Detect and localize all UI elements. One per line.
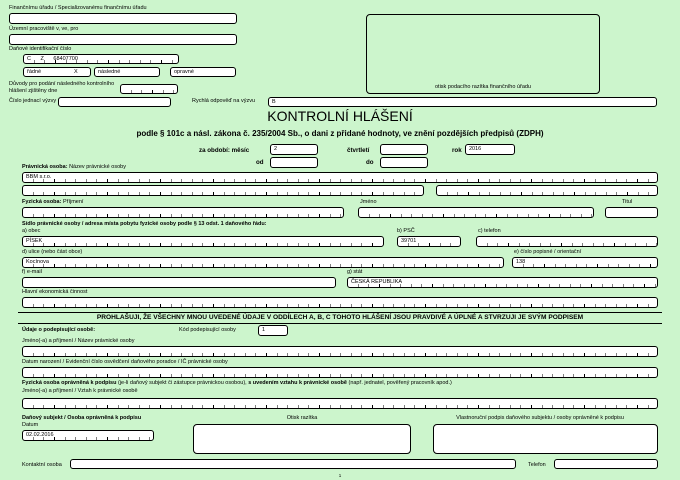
page-title: KONTROLNÍ HLÁŠENÍ [267, 108, 413, 124]
zip-field[interactable] [397, 236, 461, 247]
office-field[interactable] [9, 13, 237, 24]
type-regular-box[interactable] [23, 67, 91, 77]
ref-number-label: Číslo jednací výzvy [9, 98, 57, 104]
type-regular-label: řádné [27, 69, 42, 75]
footer-phone-field[interactable] [554, 459, 658, 469]
period-year-value: 2016 [469, 146, 482, 152]
period-from-label: od [256, 159, 264, 166]
signatory-dob-field[interactable] [22, 367, 658, 378]
street-field[interactable] [22, 257, 504, 268]
subject-label: Daňový subjekt / Osoba oprávněná k podpisu [22, 415, 142, 421]
period-year-label: rok [452, 147, 462, 154]
house-no-value: 138 [516, 259, 526, 265]
legal-person-name-field[interactable] [22, 172, 658, 183]
city-field[interactable] [22, 236, 384, 247]
surname-field[interactable] [22, 207, 344, 218]
stamp-area [366, 14, 600, 94]
workplace-label: Územní pracoviště v, ve, pro [9, 26, 79, 32]
signature-label: Vlastnoruční podpis daňového subjektu / osoby oprávněné k podpisu [456, 415, 624, 421]
date-field[interactable] [22, 430, 154, 441]
quick-response-field[interactable] [268, 97, 657, 107]
signatory-dob-label: Datum narození / Evidenční číslo osvědčení daňového poradce / IČ právnické osoby [22, 359, 228, 365]
date-value: 02.02.2016 [26, 432, 54, 438]
state-value: ČESKÁ REPUBLIKA [351, 279, 403, 285]
authorized-person-label-tail: (např. jednatel, pověřený pracovník apod.) [346, 380, 452, 386]
stamp-label: otisk podacího razítka finančního úřadu [434, 84, 531, 90]
footer-phone-label: Telefon [528, 462, 546, 468]
legal-person-name-field-3[interactable] [436, 185, 658, 196]
email-field[interactable] [22, 277, 336, 288]
legal-person-label [22, 164, 126, 171]
page-number: 1 [338, 473, 342, 478]
activity-label: Hlavní ekonomická činnost [22, 289, 88, 295]
authorized-person-label-bold2: s uvedením vztahu k právnické osobě [248, 380, 347, 386]
period-from-field[interactable] [270, 157, 318, 168]
quick-response-value: B [272, 99, 276, 105]
stamp-imprint-box[interactable] [193, 424, 411, 454]
natural-person-first-name-label: Jméno [360, 199, 377, 205]
tax-id-value: 68407700 [53, 56, 78, 62]
phone-field[interactable] [476, 236, 658, 247]
zip-value: 39701 [401, 238, 417, 244]
authorized-name-label: Jméno(-a) a příjmení / Vztah k právnické osobě [22, 388, 138, 394]
zip-label: b) PSČ [397, 228, 415, 234]
period-to-label: do [366, 159, 374, 166]
type-following-box[interactable] [94, 67, 160, 77]
stamp-imprint-label: Otisk razítka [286, 415, 318, 421]
address-heading: Sídlo právnické osoby / adresa místa pobytu fyzické osoby podle § 13 odst. 1 daňového řádu: [22, 221, 267, 227]
signatory-heading: Údaje o podepisující osobě: [22, 327, 96, 333]
natural-person-label-bold: Fyzická osoba: [22, 199, 62, 205]
state-field[interactable] [347, 277, 658, 288]
tax-id-field[interactable] [23, 54, 179, 64]
type-corrective-box[interactable] [170, 67, 236, 77]
signatory-name-label: Jméno(-a) a příjmení / Název právnické osoby [22, 338, 135, 344]
period-quarter-field[interactable] [380, 144, 428, 155]
signatory-code-field[interactable] [258, 325, 288, 336]
natural-person-surname-label: Příjmení [62, 199, 84, 205]
state-label: g) stát [347, 269, 363, 275]
reasons-label: Důvody pro podání následného kontrolního hlášení zjištěny dne [9, 81, 115, 94]
date-label: Datum [22, 422, 39, 428]
type-corrective-label: opravné [174, 69, 194, 75]
legal-person-label-bold: Právnická osoba: [22, 164, 68, 170]
period-month-field[interactable] [270, 144, 318, 155]
authorized-person-label-bold: Fyzická osoba oprávněná k podpisu [22, 380, 117, 386]
period-quarter-label: čtvrtletí [347, 147, 370, 154]
house-no-label: e) číslo popisné / orientační [514, 249, 582, 255]
signatory-code-label: Kód podepisující osoby [179, 327, 236, 333]
signatory-code-value: 1 [262, 327, 266, 333]
contact-person-field[interactable] [70, 459, 516, 469]
period-to-field[interactable] [380, 157, 428, 168]
period-month-label: za období: měsíc [199, 147, 250, 154]
quick-response-label: Rychlá odpověď na výzvu [192, 98, 255, 104]
declaration-bottom-rule [18, 323, 662, 324]
tax-id-prefix: C Z [27, 56, 48, 62]
natural-person-title-label: Titul [622, 199, 633, 205]
legal-person-label-rest: Název právnické osoby [69, 164, 126, 170]
workplace-field[interactable] [9, 34, 237, 45]
first-name-field[interactable] [358, 207, 594, 218]
signatory-name-field[interactable] [22, 346, 658, 357]
ref-number-field[interactable] [58, 97, 171, 107]
legal-person-name-value: BBM s.r.o. [26, 174, 52, 180]
street-value: Kocínova [26, 259, 49, 265]
authorized-person-label [22, 380, 452, 387]
authorized-name-field[interactable] [22, 398, 658, 409]
declaration-top-rule [18, 312, 662, 313]
tax-id-label: Daňové identifikační číslo [9, 46, 72, 52]
city-label: a) obec [22, 228, 41, 234]
city-value: PÍSEK [26, 238, 43, 244]
legal-person-name-field-2[interactable] [22, 185, 424, 196]
period-month-value: 2 [274, 146, 278, 152]
natural-person-label [22, 199, 83, 206]
house-no-field[interactable] [512, 257, 658, 268]
title-field[interactable] [605, 207, 658, 218]
contact-person-label: Kontaktní osoba [22, 462, 62, 468]
reasons-date-field[interactable] [120, 84, 178, 94]
phone-label: c) telefon [478, 228, 501, 234]
street-label: d) ulice (nebo část obce) [22, 249, 83, 255]
office-label: Finančnímu úřadu / Specializovanému finančnímu úřadu [9, 5, 147, 11]
type-regular-mark: X [74, 69, 78, 75]
page-subtitle: podle § 101c a násl. zákona č. 235/2004 Sb., o dani z přidané hodnoty, ve znění pozdějších předpisů (ZDPH) [136, 129, 544, 138]
authorized-person-label-mid: (je-li daňový subjekt či zástupce právnickou osobou), [116, 380, 249, 386]
declaration-text: PROHLAŠUJI, ŽE VŠECHNY MNOU UVEDENÉ ÚDAJE V ODDÍLECH A, B, C TOHOTO HLÁŠENÍ JSOU PRAVDIVÉ A ÚPLNÉ A STVRZUJI JE SVÝM PODPISEM [96, 314, 584, 321]
email-label: f) e-mail [22, 269, 42, 275]
signature-box[interactable] [433, 424, 658, 454]
activity-field[interactable] [22, 297, 658, 308]
period-year-field[interactable] [465, 144, 515, 155]
type-following-label: následné [98, 69, 121, 75]
